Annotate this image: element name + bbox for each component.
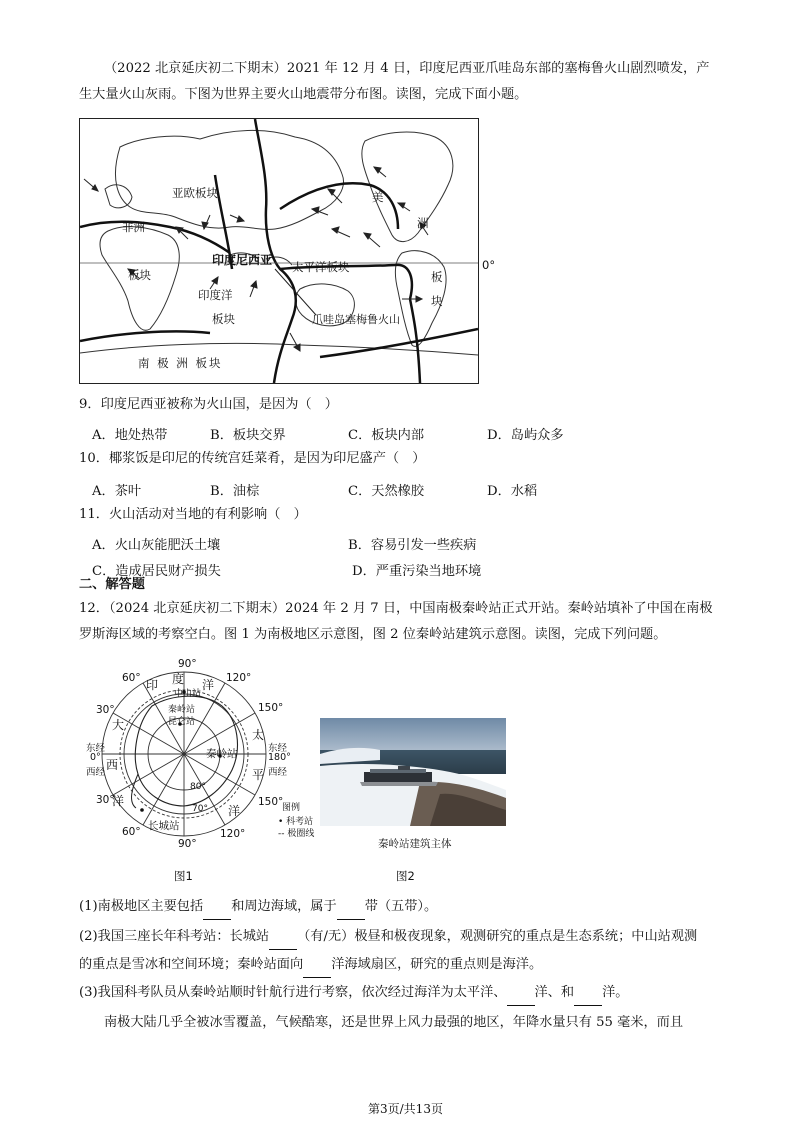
q11-option-b[interactable]: B．容易引发一些疾病 [348, 538, 477, 553]
fig1-zero: 0° [90, 752, 101, 763]
fig1-kunlun-station: 昆仑站 [168, 717, 196, 727]
q10-option-a[interactable]: A．茶叶 [92, 484, 142, 499]
label-antarctic-plate: 南 极 洲 板块 [138, 356, 223, 370]
photo-drawing [320, 718, 506, 826]
fig1-legend-station: • 科考站 [278, 817, 314, 827]
fig1-deg-90-top: 90° [178, 658, 197, 670]
q12-sub1 [79, 894, 437, 920]
q12-sub1-part-b: 和周边海域，属于 [231, 899, 337, 914]
fig1-west-left: 西经 [86, 767, 106, 778]
intro-line-1: （2022 北京延庆初二下期末）2021 年 12 月 4 日，印度尼西亚爪哇岛东部的塞梅鲁火山剧烈喷发，产 [104, 61, 710, 76]
fig1-deg-90-bottom: 90° [178, 838, 197, 850]
q12-sub2-part-b: （有/无）极昼和极夜现象，观测研究的重点是生态系统；中山站观测 [297, 929, 698, 944]
q12-sub3-blank-2[interactable] [574, 989, 602, 1006]
q12-sub3-part-b: 洋、和 [534, 985, 575, 1000]
fig1-deg-120-right: 120° [226, 672, 252, 684]
q11-option-d[interactable]: D．严重污染当地环境 [352, 564, 482, 579]
fig1-zhongshan-station: 中山站 [174, 689, 202, 699]
map-drawing [80, 119, 478, 383]
fig1-yang-left: 洋 [112, 794, 125, 808]
q12-tail: 南极大陆几乎全被冰雪覆盖，气候酷寒，还是世界上风力最强的地区，年降水量只有 55 毫米，而且 [104, 1015, 684, 1030]
q12-sub1-blank-2[interactable] [337, 903, 365, 920]
label-america-3: 板 [431, 270, 443, 284]
q12-sub1-part-c: 带（五带）。 [364, 899, 438, 914]
q12-sub2-part-a: (2)我国三座长年科考站：长城站 [79, 929, 270, 944]
fig1-lat-70: 70° [192, 804, 208, 814]
fig1-east-left: 东经 [86, 743, 106, 754]
fig1-east-right: 东经 [268, 743, 288, 754]
q12-line-2: 罗斯海区域的考察空白。图 1 为南极地区示意图，图 2 位秦岭站建筑示意图。读图，完成下列问题。 [79, 627, 667, 642]
fig1-deg-60-bl: 60° [122, 826, 141, 838]
q12-sub2-blank-1[interactable] [269, 933, 297, 950]
fig1-caption: 图1 [174, 869, 193, 883]
fig1-yang-right: 洋 [228, 804, 241, 818]
fig1-changcheng-station: 长城站 [148, 820, 180, 832]
q12-sub2-line2 [79, 952, 542, 978]
q12-sub2-part-c: 的重点是雪冰和空间环境；秦岭站面向 [79, 957, 304, 972]
label-eurasia-plate: 亚欧板块 [172, 186, 218, 200]
fig1-ocean-du: 度 [172, 672, 185, 686]
fig1-qinling-station: 秦岭站 [206, 748, 238, 760]
fig1-deg-30-bl: 30° [96, 794, 115, 806]
fig1-ocean-yang: 洋 [202, 678, 215, 692]
q9-option-c[interactable]: C．板块内部 [348, 428, 425, 443]
q11-option-c[interactable]: C．造成居民财产损失 [92, 564, 221, 579]
page-footer: 第3页/共13页 [368, 1102, 443, 1116]
qinling-station-photo [320, 718, 506, 826]
q11-stem: 11．火山活动对当地的有利影响（ ） [79, 507, 307, 522]
label-africa-1: 非洲 [122, 220, 145, 234]
label-equator: 0° [482, 258, 496, 272]
fig1-deg-150-br: 150° [258, 796, 284, 808]
fig2-title: 秦岭站建筑主体 [378, 838, 452, 850]
fig2-caption: 图2 [396, 869, 415, 883]
q12-sub1-part-a: (1)南极地区主要包括 [79, 899, 204, 914]
fig1-deg-30-left: 30° [96, 704, 115, 716]
fig1-legend-circle: -- 极圈线 [278, 829, 315, 839]
q12-sub3-part-a: (3)我国科考队员从秦岭站顺时针航行进行考察，依次经过海洋为太平洋、 [79, 985, 507, 1000]
fig1-deg-60-left: 60° [122, 672, 141, 684]
q9-option-d[interactable]: D．岛屿众多 [487, 428, 564, 443]
q12-line-1: 12．（2024 北京延庆初二下期末）2024 年 2 月 7 日，中国南极秦岭站正式开站。秦岭站填补了中国在南极 [79, 601, 713, 616]
label-java-volcano: 爪哇岛塞梅鲁火山 [312, 313, 400, 326]
q9-stem: 9．印度尼西亚被称为火山国，是因为（ ） [79, 397, 338, 412]
label-indian-2: 板块 [212, 312, 235, 326]
fig1-deg-150-right: 150° [258, 702, 284, 714]
q12-sub2-part-d: 洋海域扇区，研究的重点则是海洋。 [331, 957, 543, 972]
label-america-1: 美 [372, 190, 384, 204]
fig1-da: 大 [112, 718, 125, 732]
intro-line-2: 生大量火山灰雨。下图为世界主要火山地震带分布图。读图，完成下面小题。 [79, 87, 528, 102]
q9-option-b[interactable]: B．板块交界 [210, 428, 286, 443]
fig1-deg-180: 180° [268, 752, 291, 763]
q12-sub3-part-c: 洋。 [602, 985, 629, 1000]
q12-sub2-blank-2[interactable] [303, 961, 331, 978]
q12-sub3 [79, 980, 628, 1006]
q10-option-d[interactable]: D．水稻 [487, 484, 538, 499]
fig1-deg-120-br: 120° [220, 828, 246, 840]
antarctic-polar-map [86, 658, 322, 850]
label-indian-1: 印度洋 [198, 288, 233, 302]
label-indonesia: 印度尼西亚 [212, 253, 273, 267]
label-america-2: 洲 [417, 216, 429, 230]
q11-option-a[interactable]: A．火山灰能肥沃土壤 [92, 538, 221, 553]
fig1-legend-title: 图例 [282, 803, 301, 813]
label-america-4: 块 [431, 294, 443, 308]
fig1-xi: 西 [106, 758, 119, 772]
fig1-tai: 太 [252, 728, 265, 742]
fig1-west-right: 西经 [268, 767, 288, 778]
label-africa-2: 板块 [128, 268, 151, 282]
q10-option-c[interactable]: C．天然橡胶 [348, 484, 425, 499]
fig1-lat-80: 80° [190, 782, 206, 792]
q12-sub3-blank-1[interactable] [507, 989, 535, 1006]
q10-option-b[interactable]: B．油棕 [210, 484, 260, 499]
q10-stem: 10．椰浆饭是印尼的传统宫廷菜肴，是因为印尼盛产（ ） [79, 451, 426, 466]
fig1-qinling-top: 秦岭站 [168, 705, 196, 715]
q9-option-a[interactable]: A．地处热带 [92, 428, 168, 443]
volcano-map [79, 118, 479, 384]
fig1-ping: 平 [252, 768, 265, 782]
q12-sub2-line1 [79, 924, 697, 950]
fig1-ocean-yin: 印 [146, 678, 159, 692]
label-pacific-plate: 太平洋板块 [292, 260, 350, 274]
section-2-heading: 二、解答题 [79, 577, 145, 592]
q12-sub1-blank-1[interactable] [203, 903, 231, 920]
